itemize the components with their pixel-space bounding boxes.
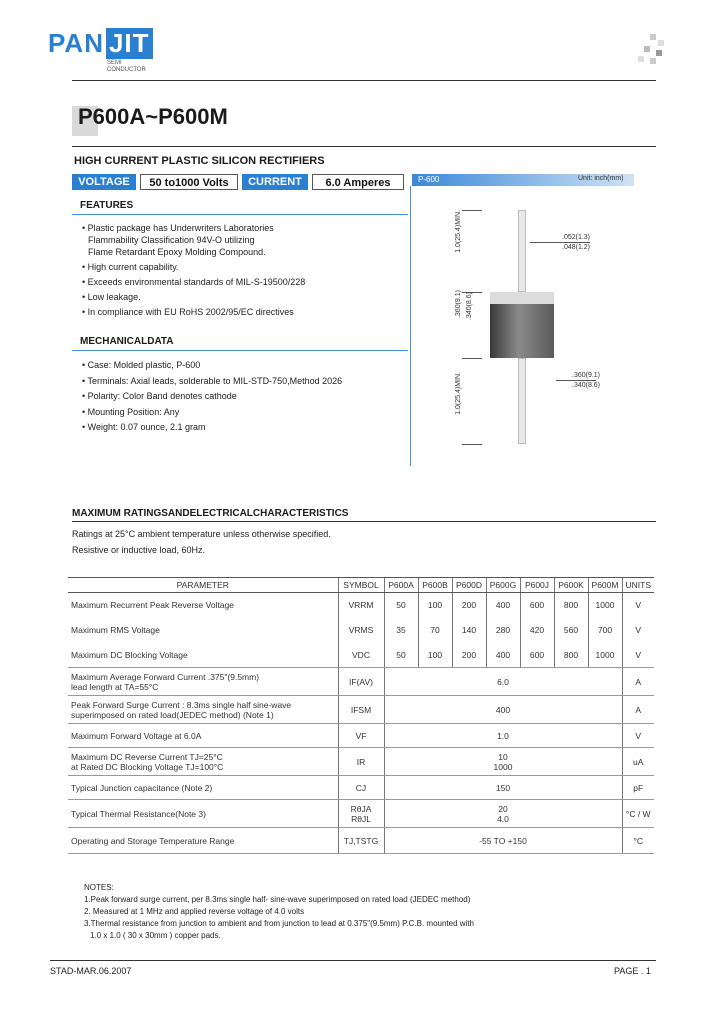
row-value: 280	[486, 618, 520, 643]
ratings-line-1: Ratings at 25°C ambient temperature unless otherwise specified.	[72, 529, 331, 539]
row-value: 1000	[588, 593, 622, 618]
row-unit: V	[622, 724, 654, 748]
row-value: 400	[486, 593, 520, 618]
brand-pan: PAN	[48, 28, 104, 58]
row-value: 100	[418, 593, 452, 618]
page-title: P600A~P600M	[78, 104, 228, 129]
dim-tick	[462, 358, 482, 359]
feature-item: Flammability Classification 94V-O utilizing	[88, 235, 255, 245]
note-item: 1.Peak forward surge current, per 8.3ms single half- sine-wave superimposed on rated load (JEDEC method)	[84, 895, 471, 904]
row-merged-value	[384, 800, 622, 828]
features-list	[82, 222, 402, 318]
feature-item: • Plastic package has Underwriters Laboratories	[82, 223, 274, 233]
dim-lead-dia-2: .048(1.2)	[562, 244, 591, 251]
brand-logo	[48, 28, 153, 59]
table-row	[68, 643, 654, 668]
row-param-line: Maximum DC Reverse Current TJ=25°C	[71, 751, 223, 762]
row-merged-value: 400	[384, 696, 622, 724]
row-param-line: superimposed on rated load(JEDEC method) (Note 1)	[71, 709, 274, 720]
row-merged-line: 20	[498, 803, 508, 814]
row-value: 560	[554, 618, 588, 643]
row-unit: V	[622, 593, 654, 618]
row-value: 1000	[588, 643, 622, 668]
dim-lead-top: 1.0(25.4)MIN.	[455, 210, 462, 253]
row-merged-value	[384, 748, 622, 776]
row-param: Maximum Recurrent Peak Reverse Voltage	[71, 600, 234, 611]
row-unit: A	[622, 668, 654, 696]
brand-conductor: CONDUCTOR	[107, 67, 146, 73]
notes-heading: NOTES:	[84, 883, 114, 892]
footer-date: STAD-MAR.06.2007	[50, 966, 132, 976]
table-row	[68, 828, 654, 854]
row-value: 200	[452, 643, 486, 668]
header-p600g: P600G	[486, 578, 520, 593]
row-merged-line: 10	[498, 751, 508, 762]
row-value: 200	[452, 593, 486, 618]
row-unit: uA	[622, 748, 654, 776]
footer-page: PAGE . 1	[614, 966, 651, 976]
header-p600a: P600A	[384, 578, 418, 593]
dim-tick	[462, 444, 482, 445]
row-merged-value: 6.0	[384, 668, 622, 696]
row-symbol	[338, 800, 384, 828]
row-param: Maximum Forward Voltage at 6.0A	[68, 724, 338, 748]
dim-tick	[530, 242, 590, 243]
feature-item: • Low leakage.	[82, 292, 141, 302]
dim-body-dia-2: .340(8.6)	[572, 382, 601, 389]
row-param: Typical Junction capacitance (Note 2)	[68, 776, 338, 800]
row-unit: °C	[622, 828, 654, 854]
header-units: UNITS	[622, 578, 654, 593]
table-row	[68, 593, 654, 618]
mechanical-item: • Weight: 0.07 ounce, 2.1 gram	[82, 422, 206, 432]
row-unit: V	[622, 643, 654, 668]
row-value: 400	[486, 643, 520, 668]
features-heading: FEATURES	[80, 200, 134, 211]
row-merged-line: 1000	[493, 761, 513, 772]
row-param-line: Peak Forward Surge Current : 8.3ms single half sine-wave	[71, 699, 292, 710]
voltage-value: 50 to1000 Volts	[140, 174, 238, 190]
brand-semi: SEMI	[107, 60, 122, 66]
row-symbol: CJ	[338, 776, 384, 800]
row-symbol: IFSM	[338, 696, 384, 724]
note-item: 2. Measured at 1 MHz and applied reverse voltage of 4.0 volts	[84, 907, 305, 916]
current-label: CURRENT	[242, 174, 308, 190]
spec-table	[68, 577, 654, 854]
table-row	[68, 618, 654, 643]
note-item: 1.0 x 1.0 ( 30 x 30mm ) copper pads.	[90, 931, 221, 940]
row-merged-line: 4.0	[497, 813, 509, 824]
row-unit: pF	[622, 776, 654, 800]
dim-body-length: .360(9.1)	[455, 290, 462, 319]
row-param: Typical Thermal Resistance(Note 3)	[68, 800, 338, 828]
note-item: 3.Thermal resistance from junction to ambient and from junction to lead at 0.375"(9.5mm) P.C.B. mounted with	[84, 919, 474, 928]
ratings-heading: MAXIMUM RATINGSANDELECTRICALCHARACTERISTICS	[72, 508, 349, 519]
voltage-label: VOLTAGE	[72, 174, 136, 190]
row-param-line: at Rated DC Blocking Voltage TJ=100°C	[71, 761, 224, 772]
footer-rule	[50, 960, 656, 961]
features-rule	[72, 214, 408, 215]
row-unit: °C / W	[622, 800, 654, 828]
ratings-line-2: Resistive or inductive load, 60Hz.	[72, 545, 206, 555]
row-symbol-line: RθJL	[351, 813, 371, 824]
row-value: 100	[418, 643, 452, 668]
row-symbol: VF	[338, 724, 384, 748]
row-param	[68, 668, 338, 696]
row-value: 700	[588, 618, 622, 643]
mechanical-item: • Polarity: Color Band denotes cathode	[82, 391, 237, 401]
header-p600k: P600K	[554, 578, 588, 593]
dim-tick	[462, 210, 482, 211]
table-row	[68, 776, 654, 800]
table-row	[68, 668, 654, 696]
package-divider	[410, 186, 411, 466]
dim-lead-bottom: 1.0(25.4)MIN.	[455, 372, 462, 415]
feature-item: Flame Retardant Epoxy Molding Compound.	[88, 247, 266, 257]
row-value: 800	[554, 593, 588, 618]
row-value: 600	[520, 593, 554, 618]
row-unit: A	[622, 696, 654, 724]
ratings-rule	[72, 521, 656, 522]
row-value: 800	[554, 643, 588, 668]
table-row	[68, 800, 654, 828]
dim-tick	[556, 380, 596, 381]
header-p600m: P600M	[588, 578, 622, 593]
row-symbol: VRMS	[338, 618, 384, 643]
row-param: Maximum DC Blocking Voltage	[68, 643, 338, 668]
notes	[84, 882, 474, 942]
header-p600j: P600J	[520, 578, 554, 593]
row-symbol: VRRM	[338, 593, 384, 618]
feature-item: • Exceeds environmental standards of MIL-S-19500/228	[82, 277, 306, 287]
dim-lead-dia-1: .052(1.3)	[562, 234, 591, 241]
table-row	[68, 724, 654, 748]
package-name: P-600	[418, 175, 440, 184]
row-value: 50	[384, 643, 418, 668]
brand-subtitle	[107, 60, 146, 74]
row-value: 140	[452, 618, 486, 643]
row-value: 70	[418, 618, 452, 643]
mechanical-heading: MECHANICALDATA	[80, 336, 174, 347]
brand-jit: JIT	[106, 28, 153, 59]
table-row	[68, 696, 654, 724]
row-param	[68, 696, 338, 724]
package-unit: Unit: inch(mm)	[578, 175, 624, 182]
mechanical-rule	[72, 350, 408, 351]
row-param-line: Maximum Average Forward Current .375"(9.5mm)	[71, 671, 260, 682]
diode-lead-bottom	[518, 358, 526, 444]
row-value: 600	[520, 643, 554, 668]
row-merged-value: 150	[384, 776, 622, 800]
cathode-band	[490, 292, 554, 304]
mechanical-item: • Mounting Position: Any	[82, 406, 180, 417]
table-header-row	[68, 578, 654, 593]
row-value: 35	[384, 618, 418, 643]
title-rule	[72, 146, 656, 147]
row-param: Maximum RMS Voltage	[71, 625, 160, 635]
table-row	[68, 748, 654, 776]
decorative-dots-icon	[636, 34, 668, 66]
header-parameter: PARAMETER	[68, 578, 338, 593]
diode-lead-top	[518, 210, 526, 292]
row-symbol: VDC	[338, 643, 384, 668]
mechanical-item: • Case: Molded plastic, P-600	[82, 360, 201, 370]
row-merged-value: -55 TO +150	[384, 828, 622, 854]
dim-body-length-2: .340(8.6)	[466, 292, 473, 321]
row-symbol: IF(AV)	[338, 668, 384, 696]
header-rule	[72, 80, 656, 81]
mechanical-item: • Terminals: Axial leads, solderable to MIL-STD-750,Method 2026	[82, 375, 343, 386]
header-p600b: P600B	[418, 578, 452, 593]
dim-body-dia-1: .360(9.1)	[572, 372, 601, 379]
current-value: 6.0 Amperes	[312, 174, 404, 190]
row-symbol: IR	[338, 748, 384, 776]
row-value: 50	[384, 593, 418, 618]
row-param-line: lead length at TA=55°C	[71, 681, 159, 692]
feature-item: • In compliance with EU RoHS 2002/95/EC directives	[82, 307, 294, 317]
row-unit: V	[622, 618, 654, 643]
mechanical-list	[82, 358, 402, 436]
product-subtitle: HIGH CURRENT PLASTIC SILICON RECTIFIERS	[74, 155, 325, 167]
header-symbol: SYMBOL	[338, 578, 384, 593]
row-symbol: TJ,TSTG	[338, 828, 384, 854]
row-merged-value: 1.0	[384, 724, 622, 748]
feature-item: • High current capability.	[82, 262, 179, 272]
row-symbol-line: RθJA	[350, 803, 372, 814]
header-p600d: P600D	[452, 578, 486, 593]
row-param: Operating and Storage Temperature Range	[68, 828, 338, 854]
row-param	[68, 748, 338, 776]
row-value: 420	[520, 618, 554, 643]
